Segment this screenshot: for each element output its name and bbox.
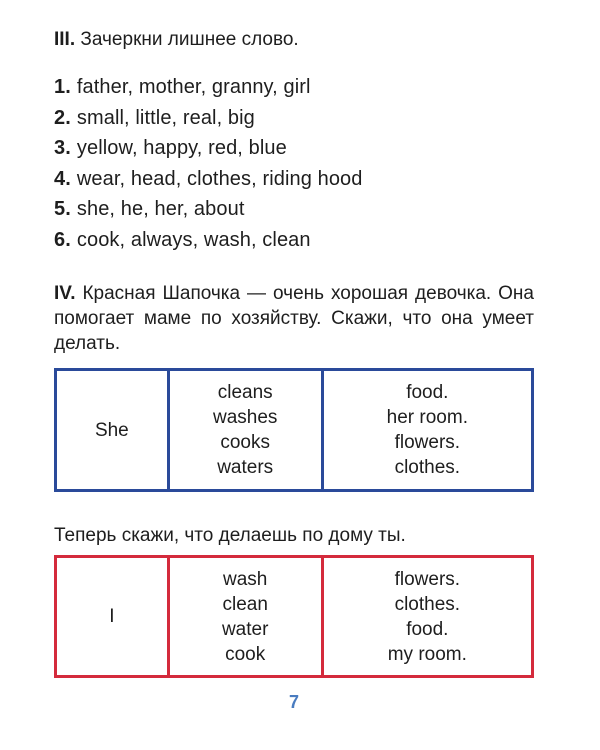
exercise-item <box>54 194 363 225</box>
section-3-instruction: Зачеркни лишнее слово. <box>80 29 299 50</box>
verb-option: waters <box>217 457 274 478</box>
verb-cell <box>168 557 322 677</box>
exercise-item <box>54 164 363 195</box>
subject-word: I <box>109 606 115 627</box>
section-4-instruction-2: Теперь скажи, что делаешь по дому ты. <box>54 525 406 546</box>
item-words: cook, always, wash, clean <box>76 228 311 251</box>
verb-option: washes <box>212 407 278 428</box>
section-3-heading <box>54 30 299 49</box>
section-4-number: IV. <box>54 283 76 304</box>
object-option: flowers. <box>394 568 461 590</box>
item-words: yellow, happy, red, blue <box>76 137 287 160</box>
verb-option: water <box>221 618 269 640</box>
verb-option: cook <box>225 643 266 665</box>
exercise-item <box>54 72 363 103</box>
item-words: wear, head, clothes, riding hood <box>76 167 363 190</box>
verb-option: clean <box>222 593 268 615</box>
object-option: clothes. <box>394 593 461 615</box>
section-3-number: III. <box>54 29 76 50</box>
exercise-item <box>54 225 363 256</box>
object-option: her room. <box>386 407 468 428</box>
subject-cell <box>56 370 169 491</box>
item-number: 2. <box>54 106 71 129</box>
item-number: 6. <box>54 228 71 251</box>
object-option: food. <box>406 618 449 640</box>
object-option: flowers. <box>394 432 461 453</box>
she-sentence-table <box>54 368 534 492</box>
subject-cell <box>56 557 169 677</box>
object-cell <box>322 370 532 491</box>
item-words: she, he, her, about <box>76 198 245 221</box>
verb-option: cooks <box>220 432 270 453</box>
verb-cell <box>168 370 322 491</box>
object-option: my room. <box>387 643 467 665</box>
section-4-instruction: Красная Шапочка — очень хорошая девочка. Она помогает маме по хозяйству. Скажи, что она умеет делать. <box>54 283 534 354</box>
object-option: clothes. <box>394 457 461 478</box>
verb-option: wash <box>223 568 268 590</box>
subject-word: She <box>94 419 129 441</box>
verb-option: cleans <box>217 382 273 403</box>
page-number: 7 <box>288 692 299 712</box>
item-number: 1. <box>54 76 71 98</box>
item-words: small, little, real, big <box>76 106 255 129</box>
item-number: 5. <box>54 198 71 221</box>
item-words: father, mother, granny, girl <box>76 76 311 98</box>
section-4-paragraph <box>54 281 534 356</box>
i-sentence-table <box>54 555 534 678</box>
exercise-item <box>54 103 363 134</box>
item-number: 3. <box>54 137 71 160</box>
exercise-item <box>54 133 363 164</box>
item-number: 4. <box>54 167 71 190</box>
object-cell <box>322 557 532 677</box>
exercise-list <box>54 72 363 256</box>
object-option: food. <box>406 382 449 403</box>
